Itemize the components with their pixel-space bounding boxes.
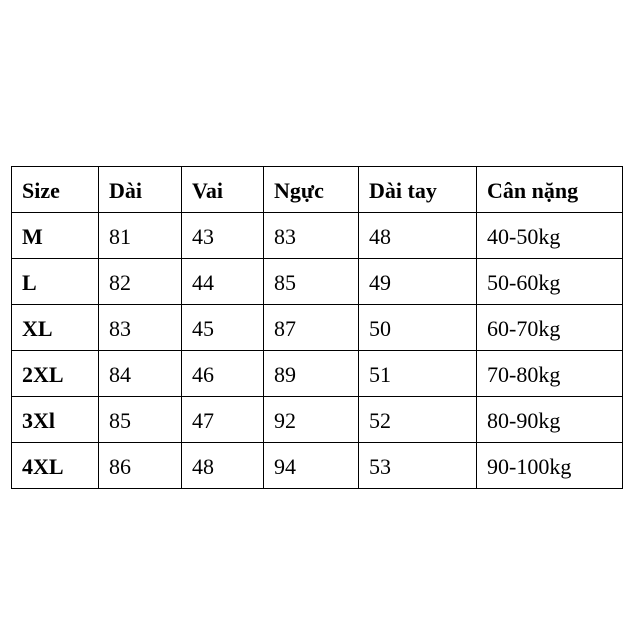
table-row: [12, 305, 623, 351]
table-row: [12, 443, 623, 489]
shoulder-cell: 48: [182, 443, 264, 489]
weight-cell: 50-60kg: [477, 259, 623, 305]
sleeve-length-cell: 48: [359, 213, 477, 259]
weight-cell: 90-100kg: [477, 443, 623, 489]
table-row: [12, 397, 623, 443]
shoulder-cell: 47: [182, 397, 264, 443]
size-chart-table: [11, 166, 623, 489]
weight-cell: 40-50kg: [477, 213, 623, 259]
header-weight: Cân nặng: [477, 167, 623, 213]
table-row: [12, 259, 623, 305]
size-cell: 3Xl: [12, 397, 99, 443]
length-cell: 84: [99, 351, 182, 397]
weight-cell: 60-70kg: [477, 305, 623, 351]
length-cell: 82: [99, 259, 182, 305]
weight-cell: 70-80kg: [477, 351, 623, 397]
header-shoulder: Vai: [182, 167, 264, 213]
shoulder-cell: 43: [182, 213, 264, 259]
table-row: [12, 213, 623, 259]
header-length: Dài: [99, 167, 182, 213]
table-header-row: [12, 167, 623, 213]
chest-cell: 85: [264, 259, 359, 305]
weight-cell: 80-90kg: [477, 397, 623, 443]
chest-cell: 89: [264, 351, 359, 397]
sleeve-length-cell: 51: [359, 351, 477, 397]
length-cell: 86: [99, 443, 182, 489]
shoulder-cell: 46: [182, 351, 264, 397]
size-cell: M: [12, 213, 99, 259]
chest-cell: 87: [264, 305, 359, 351]
size-cell: 2XL: [12, 351, 99, 397]
shoulder-cell: 44: [182, 259, 264, 305]
size-cell: XL: [12, 305, 99, 351]
size-cell: 4XL: [12, 443, 99, 489]
header-size: Size: [12, 167, 99, 213]
header-chest: Ngực: [264, 167, 359, 213]
length-cell: 83: [99, 305, 182, 351]
chest-cell: 92: [264, 397, 359, 443]
sleeve-length-cell: 50: [359, 305, 477, 351]
table-row: [12, 351, 623, 397]
sleeve-length-cell: 52: [359, 397, 477, 443]
chest-cell: 83: [264, 213, 359, 259]
header-sleeve-length: Dài tay: [359, 167, 477, 213]
length-cell: 85: [99, 397, 182, 443]
size-cell: L: [12, 259, 99, 305]
length-cell: 81: [99, 213, 182, 259]
sleeve-length-cell: 53: [359, 443, 477, 489]
shoulder-cell: 45: [182, 305, 264, 351]
chest-cell: 94: [264, 443, 359, 489]
sleeve-length-cell: 49: [359, 259, 477, 305]
